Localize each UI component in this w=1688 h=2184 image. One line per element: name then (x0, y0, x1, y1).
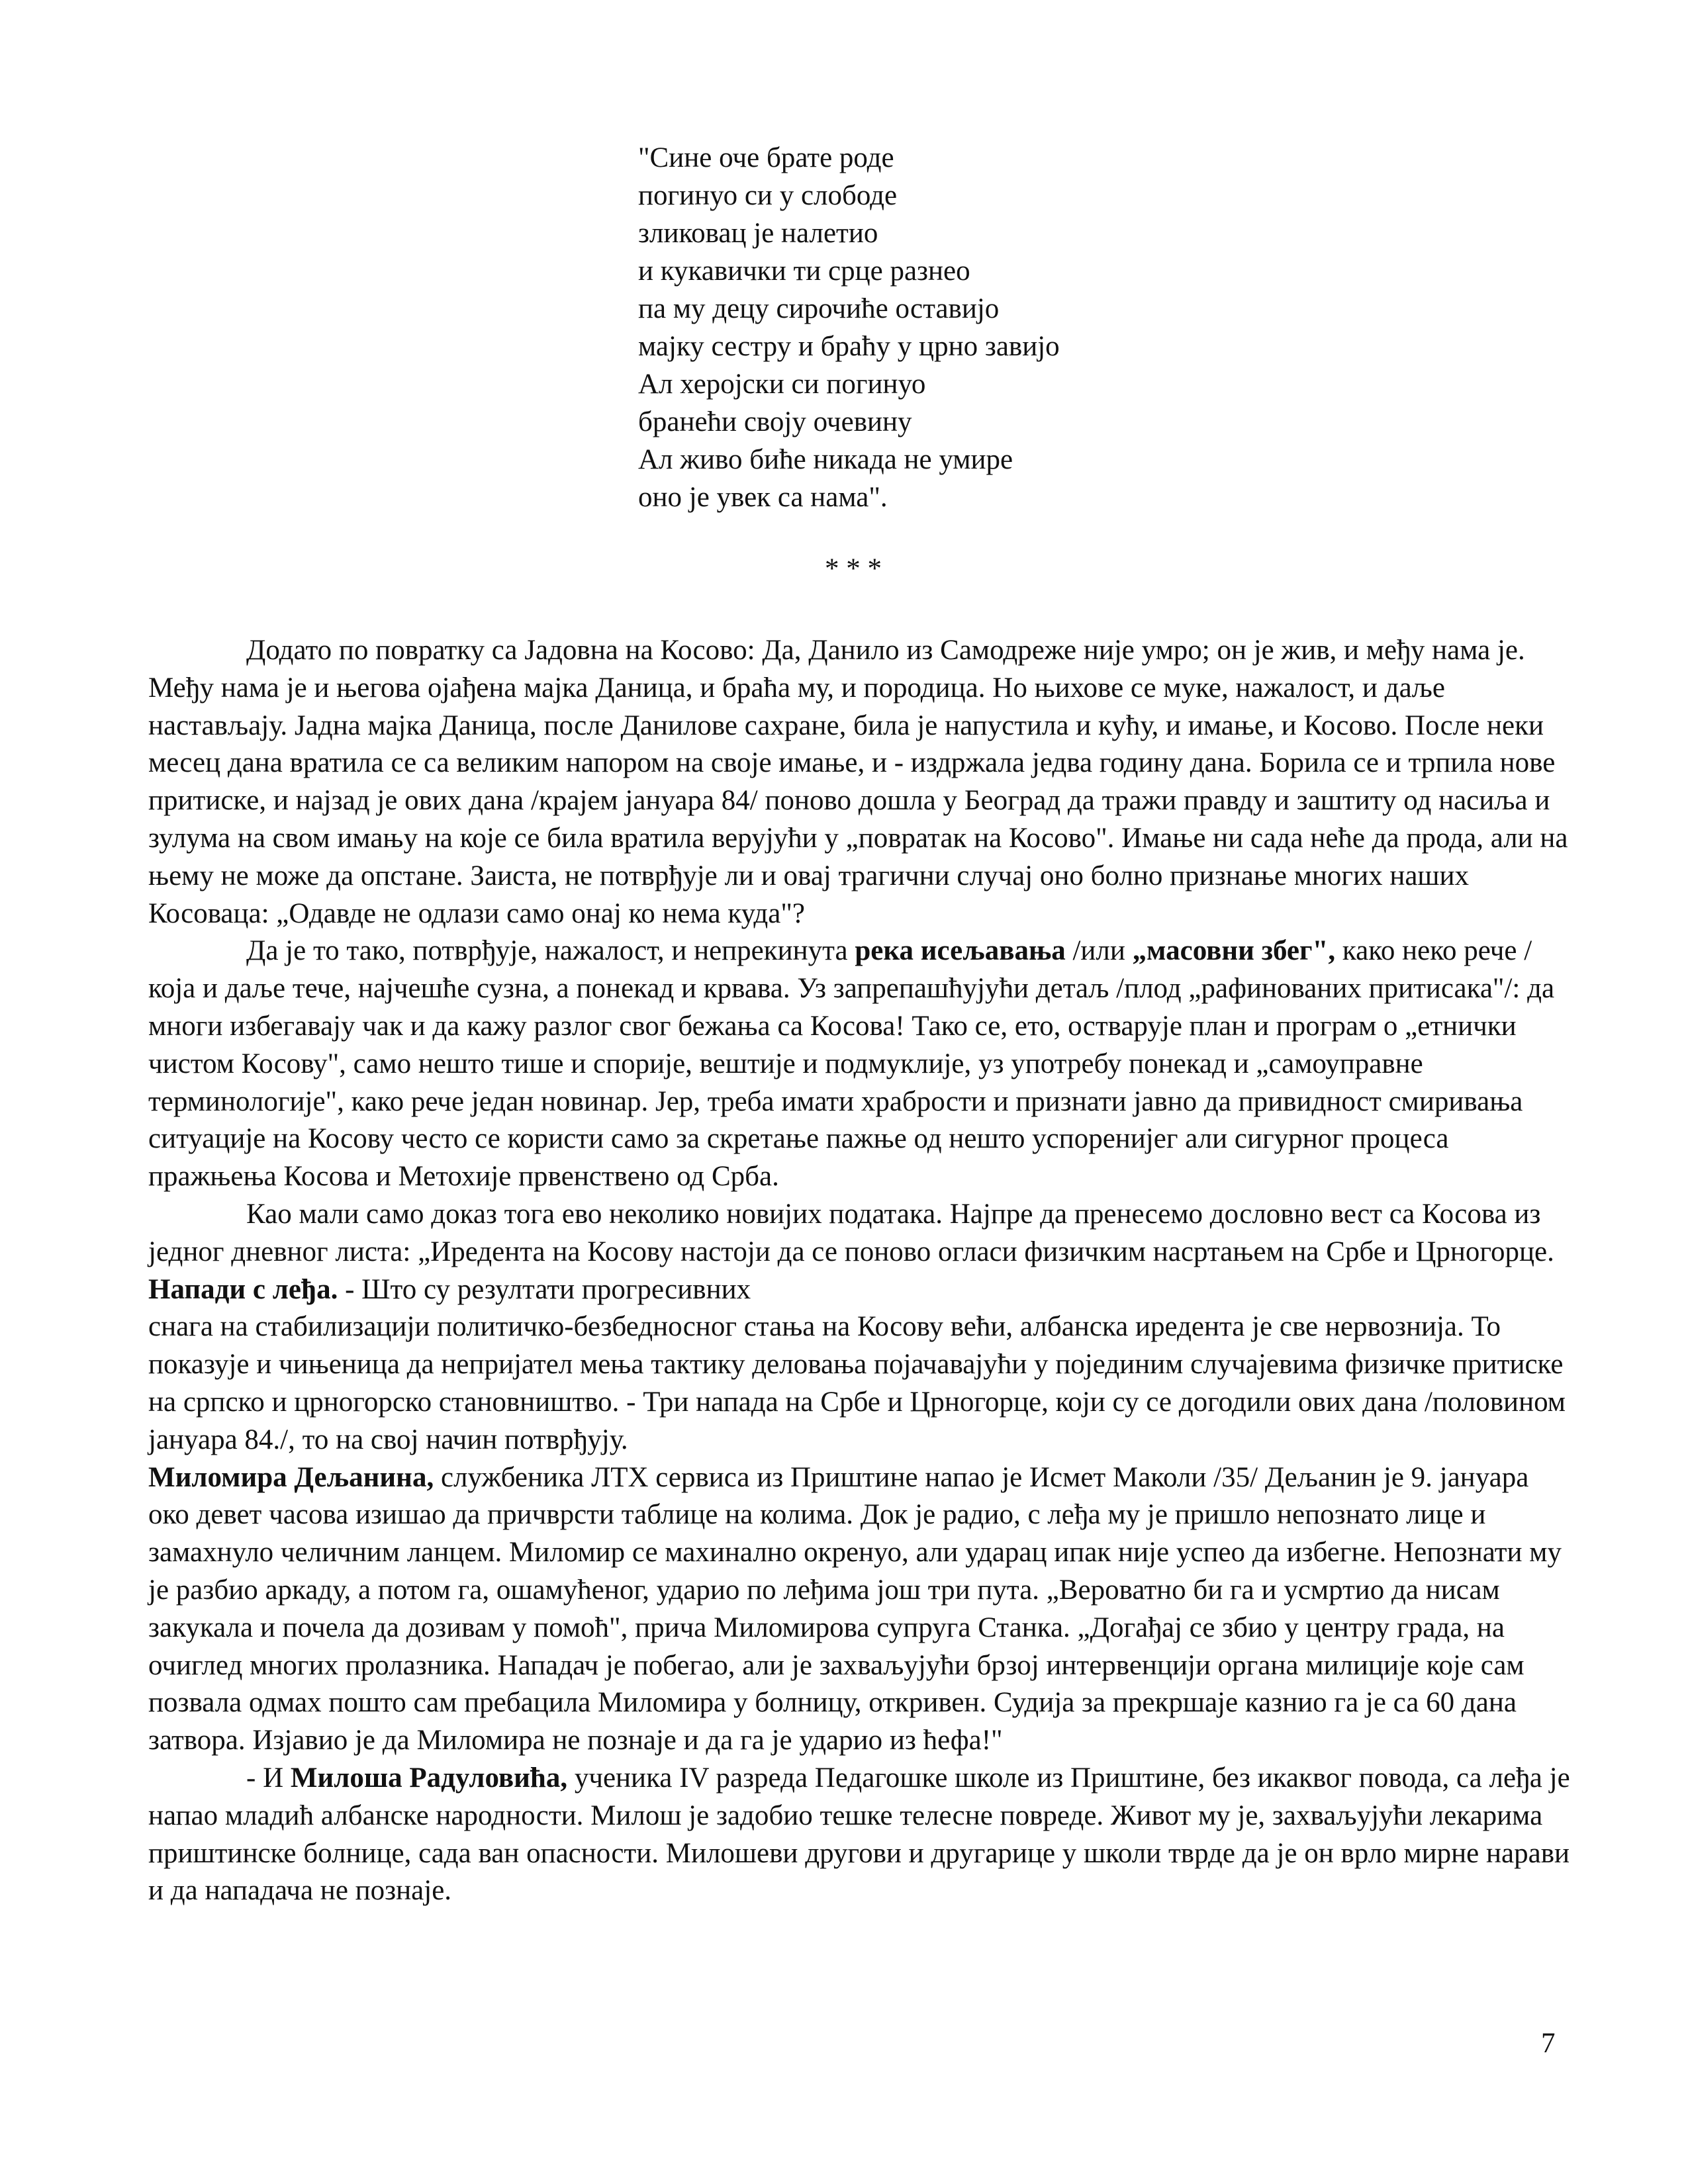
bold-name: Миломира Дељанина, (148, 1461, 434, 1493)
poem-line: мајку сестру и браћу у црно завијо (638, 331, 1060, 362)
text-run: - И (246, 1762, 291, 1794)
paragraph-4 (148, 1459, 1570, 1760)
poem-line: Ал живо биће никада не умире (638, 444, 1013, 475)
poem-line: погинуо си у слободе (638, 180, 898, 211)
poem-line: па му децу сирочиће оставијо (638, 293, 1000, 324)
page-number: 7 (1541, 2028, 1556, 2059)
paragraph-3-continued: снага на стабилизацији политичко-безбедносног стања на Косову већи, албанска иредента је све нервознија. То показује и чињеница да непријател мења тактику деловања појачавајући у појединим случајевима физичке притиске на српско и црногорско становништво. - Три напада на Србе и Црногорце, који су се догодили ових дана /половином јануара 84./, то на свој начин потврђују. (148, 1311, 1566, 1455)
bold-phrase: „масовни збег", (1132, 935, 1336, 967)
section-separator: * * * (825, 553, 882, 584)
poem-line: зликовац је налетио (638, 218, 878, 249)
text-run: како неко рече / која и даље тече, најчешће сузна, а понекад и крвава. Уз запрепашћујући детаљ /плод „рафинованих притисака"/: да многи избегавају чак и да кажу разлог свог бежања са Косова! Тако се, ето, остварује план и програм о „етнички чистом Косову", само нешто тише и спорије, вештије и подмуклије, уз употребу понекад и „самоуправне терминологије", како рече један новинар. Јер, треба имати храбрости и признати јавно да привидност смиривања ситуације на Косову често се користи само за скретање пажње од нешто успоренијег али сигурног процеса пражњења Косова и Метохије првенствено од Срба. (148, 935, 1555, 1193)
text-run: ученика IV разреда Педагошке школе из Приштине, без икаквог повода, са леђа је напао младић албанске народности. Милош је задобио тешке телесне повреде. Живот му је, захваљујући лекарима приштинске болнице, сада ван опасности. Милошеви другови и другарице у школи тврде да је он врло мирне нарави и да нападача не познаје. (148, 1762, 1570, 1907)
body-text (148, 632, 1570, 1910)
text-run: службеника ЛТХ сервиса из Приштине напао је Исмет Маколи /35/ Дељанин је 9. јануара око девет часова изишао да причврсти таблице на колима. Док је радио, с леђа му је пришло непознато лице и замахнуло челичним ланцем. Миломир се махинално окренуо, али ударац ипак није успео да избегне. Непознати му је разбио аркаду, а потом га, ошамућеног, ударио по леђима још три пута. „Вероватно би га и усмртио да нисам закукала и почела да дозивам у помоћ", прича Миломирова супруга Станка. „Догађај се збио у центру града, на очиглед многих пролазника. Нападач је побегао, али је захваљујући брзој интервенцији органа милиције које сам позвала одмах пошто сам пребацила Миломира у болницу, откривен. Судија за прекршаје казнио га је са 60 дана затвора. Изјавио је да Миломира не познаје и да га је ударио из ћефа!" (148, 1461, 1562, 1756)
poem-line: "Сине оче брате роде (638, 142, 894, 173)
paragraph-5 (148, 1760, 1570, 1910)
poem-line: и кукавички ти срце разнео (638, 255, 970, 287)
bold-heading: Напади с леђа. (148, 1273, 338, 1305)
poem-line: Ал херојски си погинуо (638, 369, 926, 400)
text-run: Да је то тако, потврђује, нажалост, и непрекинута (246, 935, 855, 967)
text-run: Као мали само доказ тога ево неколико новијих података. Најпре да пренесемо дословно вест са Косова из једног дневног листа: „Иредента на Косову настоји да се поново огласи физичким насртањем на Србе и Црногорце. (148, 1198, 1554, 1267)
paragraph-1: Додато по повратку са Јадовна на Косово: Да, Данило из Самодреже није умро; он је жив, и међу нама је. Међу нама је и његова ојађена мајка Даница, и браћа му, и породица. Но њихове се муке, нажалост, и даље настављају. Јадна мајка Даница, после Данилове сахране, била је напустила и кућу, и имање, и Косово. После неки месец дана вратила се са великим напором на своје имање, и - издржала једва годину дана. Борила се и трпила нове притиске, и најзад је ових дана /крајем јануара 84/ поново дошла у Београд да тражи правду и заштиту од насиља и зулума на свом имању на које се била вратила верујући у „повратак на Косово". Имање ни сада неће да прода, али на њему не може да опстане. Заиста, не потврђује ли и овај трагични случај оно болно признање многих наших Косоваца: „Одавде не одлази само онај ко нема куда"? (148, 635, 1568, 929)
bold-name: Милоша Радуловића, (290, 1762, 568, 1794)
paragraph-2 (148, 933, 1570, 1196)
paragraph-3 (148, 1196, 1570, 1308)
poem (638, 139, 1060, 516)
text-run: /или (1065, 935, 1133, 967)
bold-phrase: река исељавања (855, 935, 1066, 967)
poem-line: оно је увек са нама". (638, 482, 888, 513)
text-run: - Што су резултати прогресивних (338, 1273, 751, 1305)
poem-line: бранећи своју очевину (638, 406, 912, 437)
